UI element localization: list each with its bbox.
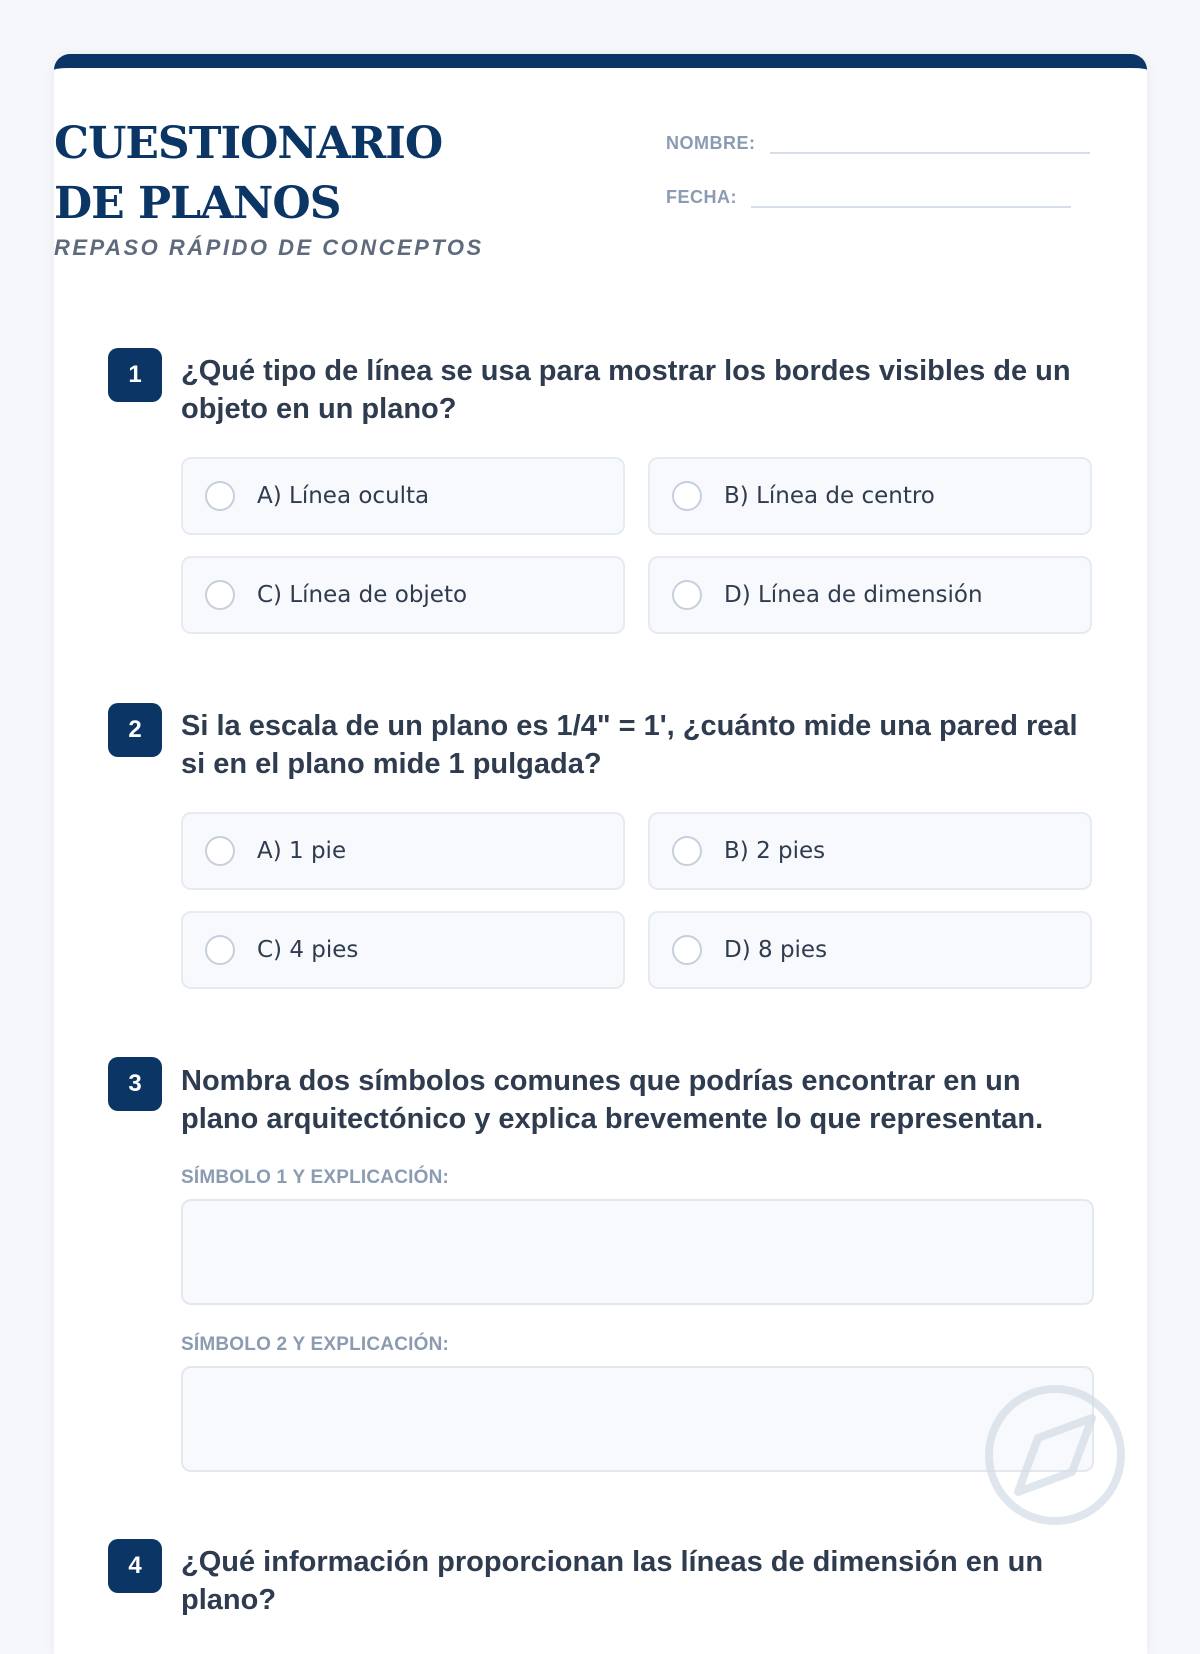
question-text: Si la escala de un plano es 1/4" = 1', ¿cuánto mide una pared real si en el plano mide 1 pulgada? bbox=[181, 710, 1078, 780]
option-label: B) Línea de centro bbox=[724, 483, 935, 509]
radio-button-icon[interactable] bbox=[672, 935, 702, 965]
answer-label: SÍMBOLO 2 Y EXPLICACIÓN: bbox=[181, 1334, 450, 1355]
radio-button-icon[interactable] bbox=[672, 481, 702, 511]
question-number-badge: 1 bbox=[108, 348, 162, 402]
name-label: NOMBRE: bbox=[666, 133, 756, 153]
date-label: FECHA: bbox=[666, 187, 737, 207]
question-text: ¿Qué tipo de línea se usa para mostrar los bordes visibles de un objeto en un plano? bbox=[181, 355, 1071, 425]
page-title: CUESTIONARIO DE PLANOS bbox=[54, 118, 443, 229]
option-label: C) 4 pies bbox=[257, 937, 359, 963]
date-input-line[interactable] bbox=[751, 180, 1071, 208]
option-choice[interactable] bbox=[648, 911, 1092, 989]
option-label: A) 1 pie bbox=[257, 838, 347, 864]
option-choice[interactable] bbox=[648, 556, 1092, 634]
radio-button-icon[interactable] bbox=[205, 580, 235, 610]
question-text: ¿Qué información proporcionan las líneas de dimensión en un plano? bbox=[181, 1546, 1044, 1616]
radio-button-icon[interactable] bbox=[205, 935, 235, 965]
name-input-line[interactable] bbox=[770, 126, 1090, 154]
quiz-header bbox=[54, 54, 1039, 284]
date-field bbox=[666, 180, 1071, 208]
option-choice[interactable] bbox=[648, 812, 1092, 890]
name-field bbox=[666, 126, 1090, 154]
option-label: B) 2 pies bbox=[724, 838, 826, 864]
option-choice[interactable] bbox=[181, 812, 625, 890]
compass-icon bbox=[980, 1380, 1130, 1530]
question-text: Nombra dos símbolos comunes que podrías encontrar en un plano arquitectónico y explica brevemente lo que representan. bbox=[181, 1065, 1044, 1135]
radio-button-icon[interactable] bbox=[205, 836, 235, 866]
option-choice[interactable] bbox=[181, 556, 625, 634]
option-label: A) Línea oculta bbox=[257, 483, 430, 509]
option-label: D) Línea de dimensión bbox=[724, 582, 983, 608]
question-number-badge: 3 bbox=[108, 1057, 162, 1111]
option-label: C) Línea de objeto bbox=[257, 582, 468, 608]
question-number-badge: 4 bbox=[108, 1539, 162, 1593]
page-subtitle: REPASO RÁPIDO DE CONCEPTOS bbox=[54, 235, 484, 260]
option-choice[interactable] bbox=[181, 911, 625, 989]
answer-field[interactable] bbox=[181, 1366, 1094, 1472]
radio-button-icon[interactable] bbox=[672, 580, 702, 610]
option-choice[interactable] bbox=[648, 457, 1092, 535]
answer-field[interactable] bbox=[181, 1199, 1094, 1305]
radio-button-icon[interactable] bbox=[205, 481, 235, 511]
option-choice[interactable] bbox=[181, 457, 625, 535]
answer-label: SÍMBOLO 1 Y EXPLICACIÓN: bbox=[181, 1167, 450, 1188]
question-number-badge: 2 bbox=[108, 703, 162, 757]
radio-button-icon[interactable] bbox=[672, 836, 702, 866]
option-label: D) 8 pies bbox=[724, 937, 828, 963]
